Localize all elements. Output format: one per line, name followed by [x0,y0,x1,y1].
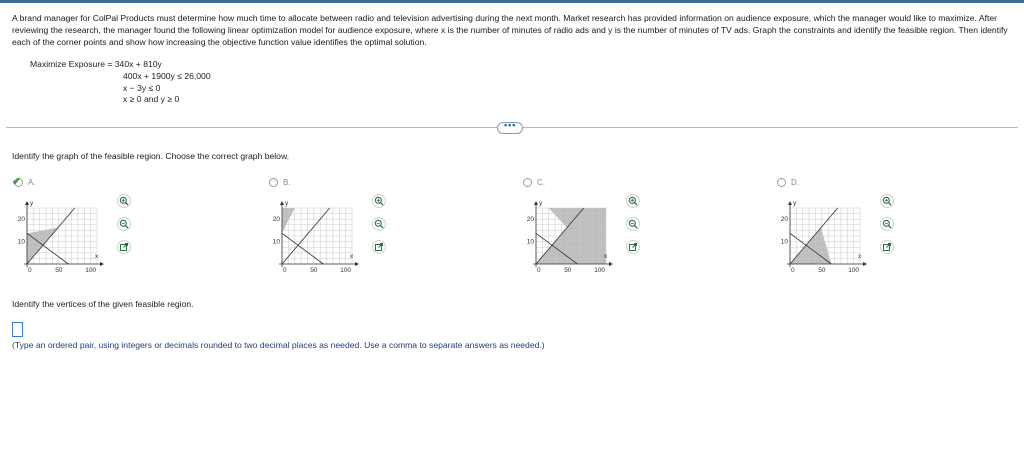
option-d-radio[interactable] [777,178,786,187]
vertices-answer-input[interactable] [12,322,23,337]
option-c-zoom-controls [626,194,640,263]
zoom-out-button[interactable] [880,217,894,231]
x-tick-0: 0 [791,267,795,274]
option-d-graph [777,190,887,288]
check-icon: ✔ [12,176,22,188]
top-accent-bar [0,0,1024,3]
y-axis-arrow-icon [280,201,284,205]
y-axis-label: y [539,200,543,207]
y-axis-label: y [285,200,289,207]
constraint-3: x ≥ 0 and y ≥ 0 [123,94,180,104]
y-tick-10: 10 [526,238,534,246]
y-axis-label: y [793,200,797,207]
y-tick-20: 20 [780,216,788,224]
option-d[interactable] [777,176,1017,286]
x-tick-50: 50 [55,267,63,274]
option-b[interactable] [269,176,509,286]
popout-button[interactable] [372,240,386,254]
constraint-1: 400x + 1900y ≤ 26,000 [123,71,211,81]
problem-statement: A brand manager for ColPal Products must determine how much time to allocate between radio and television advertising during the next month. Market research has provided information on audience exposure, which the manager would like to maximize. After reviewing the research, the manager found the following linear optimization model for audience exposure, where x is the number of minutes of radio ads and y is the number of minutes of TV ads. Graph the constraints and identify the feasible region. Then identify each of the corner points and show how increasing the objective function value identifies the optimal solution. [12,13,1008,47]
more-button[interactable]: ••• [497,122,523,134]
lp-model [30,58,211,104]
option-b-radio[interactable] [269,178,278,187]
x-axis-arrow-icon [355,262,359,266]
constraint-2: x − 3y ≤ 0 [123,82,161,93]
x-tick-100: 100 [340,267,352,274]
x-tick-50: 50 [818,267,826,274]
popout-button[interactable] [880,240,894,254]
zoom-out-button[interactable] [372,217,386,231]
feasible-region-graph [269,190,379,288]
x-tick-100: 100 [85,267,97,274]
popout-button[interactable] [117,240,131,254]
option-b-letter: B. [283,178,291,187]
option-c-graph [523,190,633,288]
option-c[interactable] [523,176,763,286]
option-d-letter: D. [791,178,799,187]
x-axis-arrow-icon [100,262,104,266]
x-tick-100: 100 [594,267,606,274]
x-axis-arrow-icon [609,262,613,266]
zoom-in-icon [882,196,892,206]
option-a-letter: A. [28,178,36,187]
x-axis-label: x [350,253,354,260]
question-feasible-region: Identify the graph of the feasible region. Choose the correct graph below. [12,151,290,161]
popout-icon [882,242,892,252]
option-d-zoom-controls [880,194,894,263]
y-tick-20: 20 [526,216,534,224]
x-tick-100: 100 [848,267,860,274]
popout-icon [119,242,129,252]
y-axis-arrow-icon [25,201,29,205]
popout-icon [628,242,638,252]
y-tick-10: 10 [17,238,25,246]
zoom-out-icon [882,219,892,229]
option-a-zoom-controls [117,194,131,263]
zoom-in-button[interactable] [626,194,640,208]
y-tick-10: 10 [272,238,280,246]
x-axis-label: x [858,253,862,260]
y-axis-arrow-icon [788,201,792,205]
option-a[interactable] [14,176,254,286]
zoom-in-button[interactable] [117,194,131,208]
zoom-out-button[interactable] [117,217,131,231]
x-axis-label: x [604,253,608,260]
option-b-graph [269,190,379,288]
x-tick-0: 0 [283,267,287,274]
y-tick-20: 20 [272,216,280,224]
x-tick-50: 50 [310,267,318,274]
x-axis-label: x [95,253,99,260]
feasible-region-graph [14,190,124,288]
zoom-out-button[interactable] [626,217,640,231]
option-a-graph [14,190,124,288]
x-tick-0: 0 [537,267,541,274]
y-tick-20: 20 [17,216,25,224]
popout-icon [374,242,384,252]
constraints [123,70,211,105]
option-b-zoom-controls [372,194,386,263]
objective-function: Maximize Exposure = 340x + 810y [30,59,162,69]
zoom-in-icon [628,196,638,206]
feasible-region-graph [523,190,633,288]
popout-button[interactable] [626,240,640,254]
zoom-in-button[interactable] [372,194,386,208]
x-tick-0: 0 [28,267,32,274]
y-tick-10: 10 [780,238,788,246]
y-axis-label: y [30,200,34,207]
zoom-in-button[interactable] [880,194,894,208]
zoom-out-icon [119,219,129,229]
option-c-radio[interactable] [523,178,532,187]
y-axis-arrow-icon [534,201,538,205]
answer-hint: (Type an ordered pair, using integers or decimals rounded to two decimal places as needed. Use a comma to separate answers as needed.) [12,340,545,350]
zoom-out-icon [374,219,384,229]
x-tick-50: 50 [564,267,572,274]
x-axis-arrow-icon [863,262,867,266]
zoom-in-icon [374,196,384,206]
zoom-out-icon [628,219,638,229]
zoom-in-icon [119,196,129,206]
option-c-letter: C. [537,178,545,187]
feasible-region-graph [777,190,887,288]
question-vertices: Identify the vertices of the given feasible region. [12,299,194,309]
